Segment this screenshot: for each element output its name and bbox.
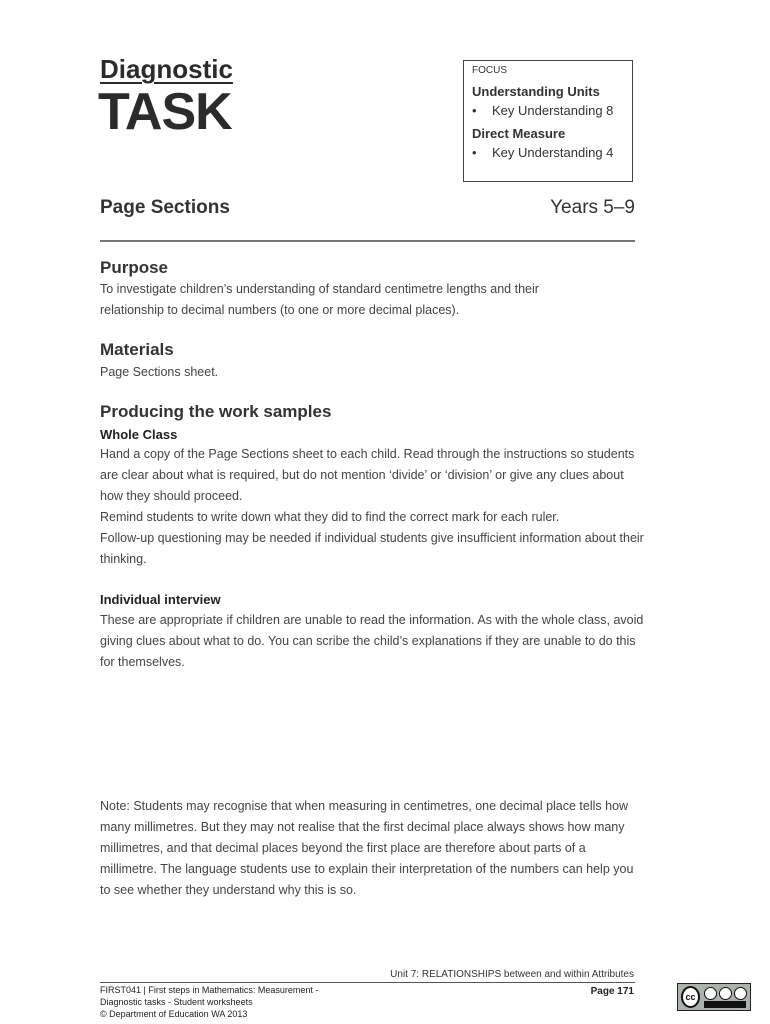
focus-box (463, 60, 633, 182)
materials-paragraph: Page Sections sheet. (100, 365, 219, 379)
footer-line-1: FIRST041 | First steps in Mathematics: Measurement - (100, 985, 319, 995)
focus-heading-units: Understanding Units (472, 84, 600, 99)
note-paragraph: Note: Students may recognise that when measuring in centimetres, one decimal place tells how many millimetres. But they may not realise that the first decimal place always shows how many millimetres, and that decimal places beyond the first place are therefore about parts of a millimetre. The language students use to explain their interpretation of the numbers can help you to see whether they understand why this is so. (100, 799, 634, 897)
whole-class-text (100, 444, 645, 570)
creative-commons-license-icon (677, 983, 751, 1011)
purpose-paragraph: To investigate children’s understanding of standard centimetre lengths and their relationship to decimal numbers (to one or more decimal places). (100, 282, 539, 317)
materials-heading: Materials (100, 340, 174, 359)
whole-class-paragraph-2: Remind students to write down what they did to find the correct mark for each ruler. (100, 510, 560, 524)
footer-line-2: Diagnostic tasks - Student worksheets (100, 997, 253, 1007)
years-label: Years 5–9 (550, 197, 635, 218)
cc-by-icon (704, 987, 717, 1000)
footer-line-3: © Department of Education WA 2013 (100, 1009, 248, 1019)
bullet-icon: • (472, 145, 477, 160)
materials-text (100, 362, 645, 383)
whole-class-paragraph-3: Follow-up questioning may be needed if individual students give insufficient information about their thinking. (100, 531, 644, 566)
footer-unit-title: Unit 7: RELATIONSHIPS between and within Attributes (390, 969, 634, 980)
whole-class-paragraph-1: Hand a copy of the Page Sections sheet to each child. Read through the instructions so students are clear about what is required, but do not mention ‘divide’ or ‘division’ or give any clues about how they should proceed. (100, 447, 635, 503)
individual-interview-paragraph: These are appropriate if children are unable to read the information. As with the whole class, avoid giving clues about what to do. You can scribe the child’s explanations if they are unable to do this for themselves. (100, 613, 644, 669)
footer-publication-info (100, 984, 318, 1020)
focus-item-label: Key Understanding 4 (492, 145, 614, 160)
diagnostic-heading: Diagnostic (100, 54, 233, 84)
page-title: Page Sections (100, 197, 230, 218)
individual-interview-heading: Individual interview (100, 592, 221, 607)
cc-terms-icons (704, 987, 747, 1008)
cc-nd-icon (734, 987, 747, 1000)
cc-logo-icon: cc (681, 986, 700, 1008)
focus-label: FOCUS (472, 65, 507, 76)
focus-item-label: Key Understanding 8 (492, 103, 614, 118)
page-number: Page 171 (590, 986, 634, 997)
cc-nc-icon (719, 987, 732, 1000)
focus-heading-direct-measure: Direct Measure (472, 126, 566, 141)
task-heading: TASK (98, 83, 232, 141)
focus-item-key-understanding-8 (472, 103, 624, 118)
bullet-icon: • (472, 103, 477, 118)
purpose-text (100, 279, 590, 321)
cc-strip-icon (704, 1001, 746, 1008)
footer-divider (100, 982, 635, 983)
focus-item-key-understanding-4 (472, 145, 624, 160)
producing-heading: Producing the work samples (100, 402, 332, 421)
individual-interview-text (100, 610, 645, 673)
whole-class-heading: Whole Class (100, 427, 178, 442)
title-divider (100, 240, 635, 242)
purpose-heading: Purpose (100, 258, 169, 277)
note-text (100, 796, 645, 901)
